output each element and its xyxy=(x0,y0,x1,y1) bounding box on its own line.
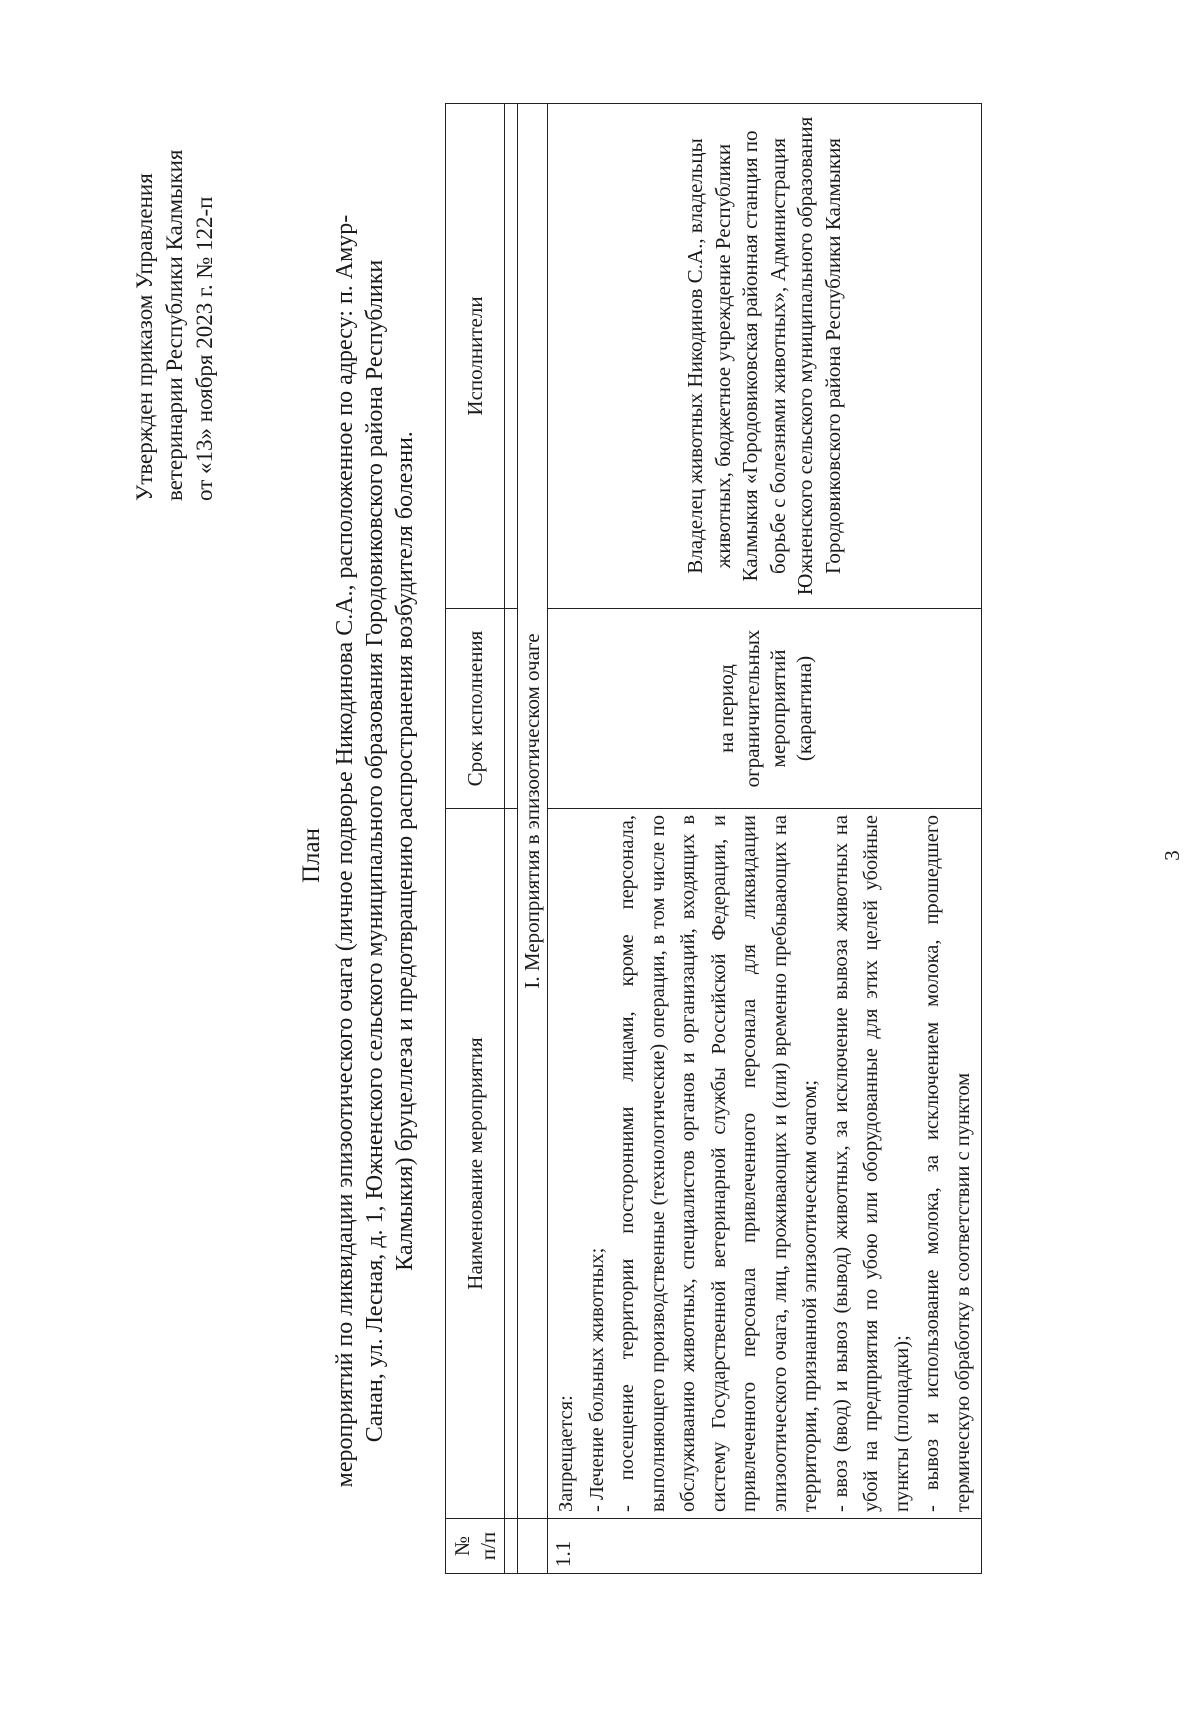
row-name-line: Запрещается: xyxy=(555,1395,577,1512)
page-number: 3 xyxy=(1160,850,1184,861)
table-spacer-row xyxy=(505,104,518,1574)
section-num-cell xyxy=(518,1519,548,1574)
row-name-line: - Лечение больных животных; xyxy=(585,1247,608,1512)
approval-block xyxy=(130,149,220,501)
header-term: Срок исполнения xyxy=(446,609,505,809)
measures-table xyxy=(445,103,982,1574)
table-row xyxy=(548,104,982,1574)
table-header-row xyxy=(446,104,505,1574)
approval-line-3: от «13» ноября 2023 г. № 122-п xyxy=(192,196,217,501)
document-title: План xyxy=(298,828,325,884)
header-name: Наименование мероприятия xyxy=(446,809,505,1519)
row-num: 1.1 xyxy=(548,1519,982,1574)
row-name-line: - посещение территории посторонними лицами, кроме персонала, выполняющего производственные (технологические) операции, в том числе по обслуживанию животных, специалистов органов и организаций, входящих в систему Государственной ветеринарной службы Российской Федерации, и привлеченного персонала привлеченного персонала для ликвидации эпизоотического очага, лиц, проживающих и (или) временно пребывающих на территории, признанной эпизоотическим очагом; xyxy=(616,815,821,1512)
row-name-line: - ввоз (ввод) и вывоз (вывод) животных, за исключение вывоза животных на убой на предприятия по убою или оборудованные для этих целей убойные пункты (площадки); xyxy=(829,815,913,1512)
section-row xyxy=(518,104,548,1574)
subtitle-line-3: Калмыкия) бруцеллеза и предотвращению распространения возбудителя болезни. xyxy=(392,431,418,1271)
document-subtitle xyxy=(330,151,420,1551)
row-name xyxy=(548,809,982,1519)
row-name-line: - вывоз и использование молока, за исключением молока, прошедшего термическую обработку в соответствии с пунктом xyxy=(921,815,974,1512)
subtitle-line-1: мероприятий по ликвидации эпизоотического очага (личное подворье Никодинова С.А., расположенное по адресу: п. Амур- xyxy=(332,214,358,1488)
approval-line-1: Утвержден приказом Управления xyxy=(132,173,157,501)
header-exec: Исполнители xyxy=(446,104,505,609)
section-title: I. Мероприятия в эпизоотическом очаге xyxy=(518,104,548,1519)
row-term: на период ограничительных мероприятий (карантина) xyxy=(548,609,982,809)
approval-line-2: ветеринарии Республики Калмыкия xyxy=(162,149,187,501)
header-num: № п/п xyxy=(446,1519,505,1574)
row-exec: Владелец животных Никодинов С.А., владельцы животных, бюджетное учреждение Республики Калмыкия «Городовиковская районная станция по борьбе с болезнями животных», Администрация Южненского сельского муниципального образования Городовиковского района Республики Калмыкия xyxy=(548,104,982,609)
subtitle-line-2: Санан, ул. Лесная, д. 1, Южненского сельского муниципального образования Городовиковского района Республики xyxy=(362,259,388,1443)
